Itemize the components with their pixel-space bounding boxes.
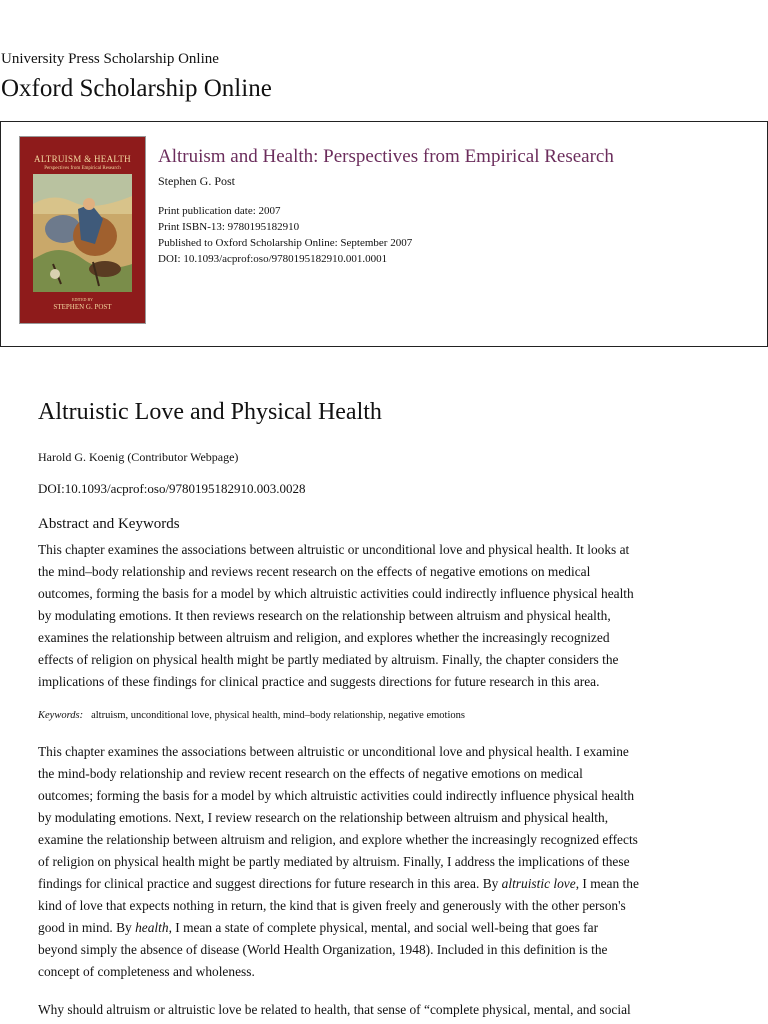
published-online-date: Published to Oxford Scholarship Online: September 2007 bbox=[158, 237, 413, 249]
book-info-box bbox=[0, 121, 768, 347]
abstract-line: effects of religion on physical health might be partly mediated by altruism. Finally, the chapter considers the bbox=[38, 652, 619, 667]
body-paragraph bbox=[38, 741, 738, 983]
body-paragraph-next bbox=[38, 999, 738, 1021]
body-line bbox=[38, 873, 738, 895]
site-title[interactable]: Oxford Scholarship Online bbox=[1, 75, 272, 102]
body-line bbox=[38, 917, 738, 939]
body-line: kind of love that expects nothing in return, the kind that is given freely and generously with the other person's bbox=[38, 898, 626, 913]
cover-editor-label: EDITED BY bbox=[72, 297, 93, 302]
body-line: This chapter examines the associations between altruistic or unconditional love and physical health. I examine bbox=[38, 744, 629, 759]
book-cover[interactable] bbox=[19, 136, 146, 324]
keywords-label: Keywords: bbox=[38, 710, 84, 721]
body-line: outcomes; forming the basis for a model by which altruistic activities could indirectly influence physical health bbox=[38, 788, 635, 803]
body-text-segment: , I mean the bbox=[575, 876, 639, 891]
abstract-line: the mind–body relationship and reviews recent research on the effects of negative emotions on medical bbox=[38, 564, 591, 579]
abstract-line: outcomes, forming the basis for a model by which altruistic activities could indirectly influence physical health bbox=[38, 586, 634, 601]
contributor-link[interactable]: Harold G. Koenig (Contributor Webpage) bbox=[38, 450, 239, 464]
abstract-line: implications of these findings for clinical practice and suggests directions for future research in this area. bbox=[38, 674, 600, 689]
chapter-doi[interactable]: DOI:10.1093/acprof:oso/9780195182910.003.0028 bbox=[38, 481, 306, 496]
chapter-title: Altruistic Love and Physical Health bbox=[38, 399, 382, 425]
body-line: of religion on physical health might be partly mediated by altruism. Finally, I address the implications of these bbox=[38, 854, 630, 869]
body-line: by modulating emotions. Next, I review research on the relationship between altruism and physical health, bbox=[38, 810, 609, 825]
press-line: University Press Scholarship Online bbox=[1, 51, 219, 67]
body-text-segment: findings for clinical practice and suggest directions for future research in this area. By bbox=[38, 876, 502, 891]
print-publication-date: Print publication date: 2007 bbox=[158, 205, 281, 217]
cover-subtitle: Perspectives from Empirical Research bbox=[44, 166, 121, 171]
keywords bbox=[38, 708, 465, 724]
abstract-line: by modulating emotions. It then reviews research on the relationship between altruism and physical health, bbox=[38, 608, 611, 623]
abstract-heading: Abstract and Keywords bbox=[38, 516, 180, 532]
body-line: the mind-body relationship and review recent research on the effects of negative emotions on medical bbox=[38, 766, 583, 781]
body-text-segment: , I mean a state of complete physical, mental, and social well-being that goes far bbox=[168, 920, 599, 935]
abstract-line: examines the relationship between altruism and religion, and explores whether the increasingly recognized bbox=[38, 630, 610, 645]
body-text-segment: good in mind. By bbox=[38, 920, 136, 935]
book-doi[interactable]: DOI: 10.1093/acprof:oso/9780195182910.001.0001 bbox=[158, 253, 388, 265]
print-isbn: Print ISBN-13: 9780195182910 bbox=[158, 221, 300, 233]
body-line: beyond simply the absence of disease (World Health Organization, 1948). Included in this definition is the bbox=[38, 942, 608, 957]
emphasis-health: health bbox=[135, 920, 169, 935]
emphasis-altruistic-love: altruistic love bbox=[501, 876, 576, 891]
abstract-text bbox=[38, 539, 738, 693]
book-metadata bbox=[158, 203, 412, 267]
abstract-line: This chapter examines the associations between altruistic or unconditional love and physical health. It looks at bbox=[38, 542, 630, 557]
book-title-link[interactable]: Altruism and Health: Perspectives from Empirical Research bbox=[158, 146, 614, 167]
body-line: concept of completeness and wholeness. bbox=[38, 964, 255, 979]
cover-painting bbox=[33, 174, 132, 292]
body-line: Why should altruism or altruistic love be related to health, that sense of “complete physical, mental, and social bbox=[38, 1002, 631, 1017]
keywords-list: altruism, unconditional love, physical health, mind–body relationship, negative emotions bbox=[91, 710, 465, 721]
book-author: Stephen G. Post bbox=[158, 174, 236, 188]
cover-author: STEPHEN G. POST bbox=[53, 303, 112, 311]
cover-title: ALTRUISM & HEALTH bbox=[34, 154, 131, 164]
body-line: examine the relationship between altruism and religion, and explore whether the increasingly recognized effects bbox=[38, 832, 638, 847]
